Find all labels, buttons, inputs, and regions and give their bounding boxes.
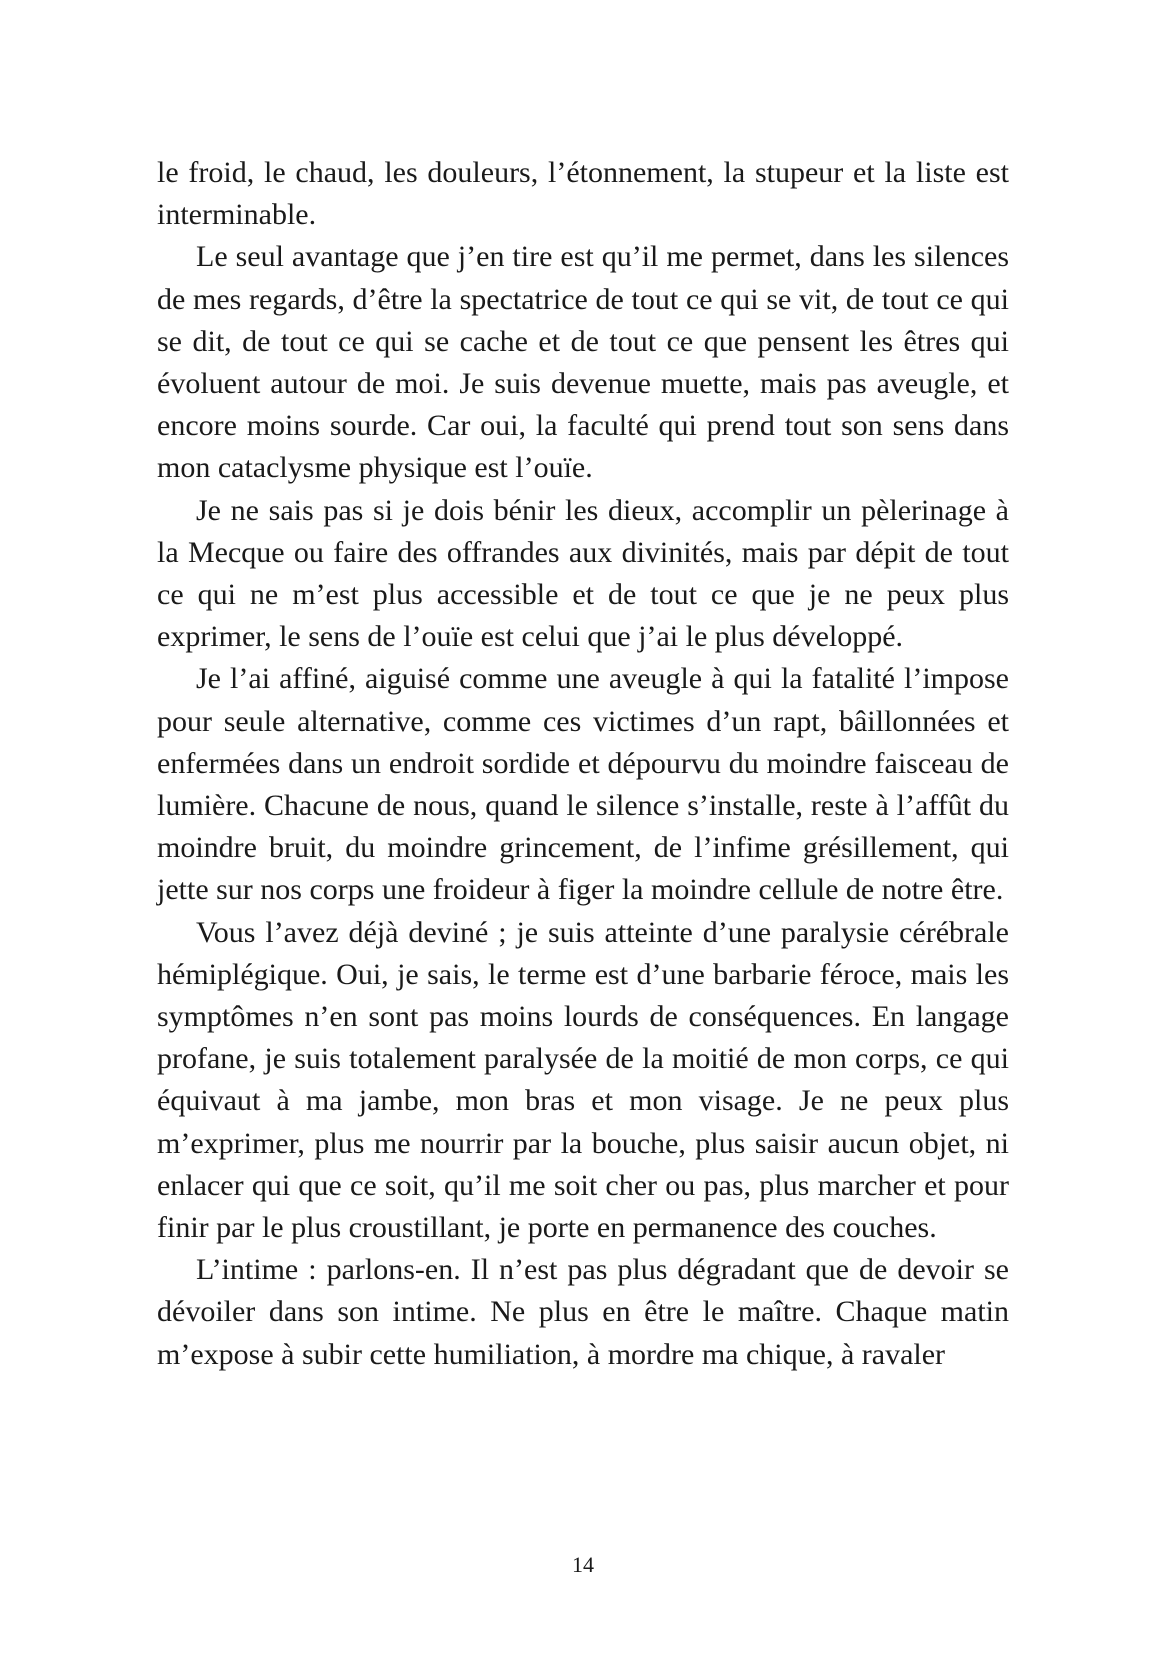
paragraph: Je ne sais pas si je dois bénir les dieux, accomplir un pèlerinage à la Mecque ou faire des offrandes aux divinités, mais par dépit de tout ce qui ne m’est plus accessible et de tout ce que je ne peux plus exprimer, le sens de l’ouïe est celui que j’ai le plus développé. [157,493,1009,654]
paragraph: Vous l’avez déjà deviné ; je suis atteinte d’une paralysie cérébrale hémiplégique. Oui, je sais, le terme est d’une barbarie féroce, mais les symptômes n’en sont pas moins lourds de conséquences. En langage profane, je suis totalement paralysée de la moitié de mon corps, ce qui équivaut à ma jambe, mon bras et mon visage. Je ne peux plus m’exprimer, plus me nourrir par la bouche, plus saisir aucun objet, ni enlacer qui que ce soit, qu’il me soit cher ou pas, plus marcher et pour finir par le plus croustillant, je porte en permanence des couches. [157,915,1009,1245]
paragraph: L’intime : parlons-en. Il n’est pas plus dégradant que de devoir se dévoiler dans son intime. Ne plus en être le maître. Chaque matin m’expose à subir cette humiliation, à mordre ma chique, à ravaler [157,1253,1009,1371]
paragraph-continuation: le froid, le chaud, les douleurs, l’étonnement, la stupeur et la liste est interminable. [157,156,1009,232]
page-number: 14 [572,1552,594,1577]
paragraph: Je l’ai affiné, aiguisé comme une aveugle à qui la fatalité l’impose pour seule alternative, comme ces victimes d’un rapt, bâillonnées et enfermées dans un endroit sordide et dépourvu du moindre faisceau de lumière. Chacune de nous, quand le silence s’installe, reste à l’affût du moindre bruit, du moindre grincement, de l’infime grésillement, qui jette sur nos corps une froideur à figer la moindre cellule de notre être. [157,662,1009,907]
body-text [157,152,1009,1376]
paragraph: Le seul avantage que j’en tire est qu’il me permet, dans les silences de mes regards, d’être la spectatrice de tout ce qui se vit, de tout ce qui se dit, de tout ce qui se cache et de tout ce que pensent les êtres qui évoluent autour de moi. Je suis devenue muette, mais pas aveugle, et encore moins sourde. Car oui, la faculté qui prend tout son sens dans mon cataclysme physique est l’ouïe. [157,240,1009,485]
